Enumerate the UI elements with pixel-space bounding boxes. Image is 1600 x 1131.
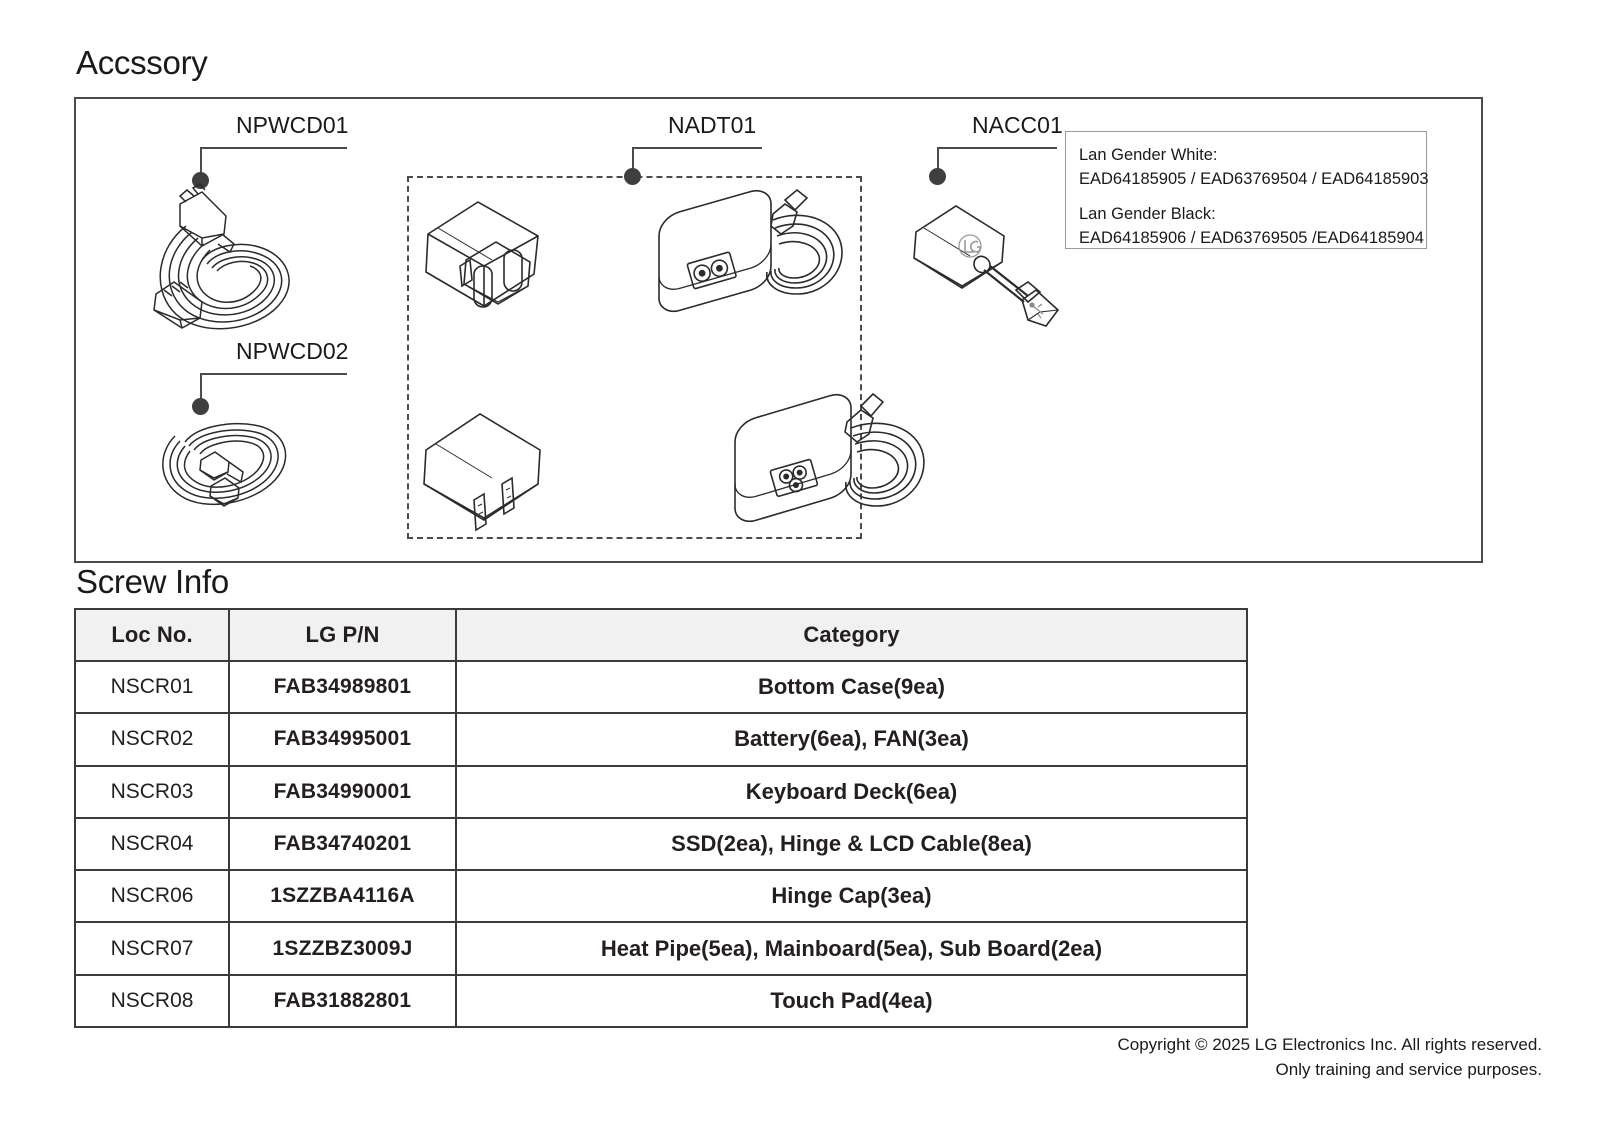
callout-label-nacc01: NACC01 (972, 112, 1063, 138)
callout-underline (200, 373, 347, 375)
table-row (75, 922, 1247, 974)
illustration-eu-plug-adapter (418, 192, 578, 332)
cell-category: Bottom Case(9ea) (456, 661, 1247, 713)
cell-loc-no: NSCR01 (75, 661, 229, 713)
usage-notice-line: Only training and service purposes. (1275, 1060, 1542, 1079)
cell-loc-no: NSCR06 (75, 870, 229, 922)
accessory-section-title: Accssory (76, 44, 208, 81)
lan-gender-white-parts: EAD64185905 / EAD63769504 / EAD64185903 (1079, 170, 1429, 188)
callout-label-nadt01: NADT01 (668, 112, 757, 138)
cell-loc-no: NSCR07 (75, 922, 229, 974)
column-header-lg-pn: LG P/N (229, 609, 456, 661)
cell-lg-pn: FAB34995001 (229, 713, 456, 765)
callout-underline (937, 147, 1057, 149)
screw-info-table (74, 608, 1248, 1028)
cell-lg-pn: FAB31882801 (229, 975, 456, 1027)
lan-gender-note-box (1065, 131, 1427, 249)
screw-info-section-title: Screw Info (76, 563, 229, 600)
cell-category: Hinge Cap(3ea) (456, 870, 1247, 922)
note-spacer (1079, 191, 1414, 202)
illustration-usb-cable-npwcd02 (155, 400, 305, 520)
table-header-row (75, 609, 1247, 661)
cell-category: Keyboard Deck(6ea) (456, 766, 1247, 818)
cell-lg-pn: 1SZZBZ3009J (229, 922, 456, 974)
cell-loc-no: NSCR03 (75, 766, 229, 818)
table-row (75, 766, 1247, 818)
lan-gender-black-parts: EAD64185906 / EAD63769505 /EAD64185904 (1079, 229, 1424, 247)
cell-category: SSD(2ea), Hinge & LCD Cable(8ea) (456, 818, 1247, 870)
table-row (75, 713, 1247, 765)
cell-lg-pn: 1SZZBA4116A (229, 870, 456, 922)
column-header-loc-no: Loc No. (75, 609, 229, 661)
cell-category: Touch Pad(4ea) (456, 975, 1247, 1027)
copyright-line: Copyright © 2025 LG Electronics Inc. All rights reserved. (1117, 1035, 1542, 1054)
illustration-lan-gender-adapter (912, 190, 1062, 335)
lan-gender-white-title: Lan Gender White: (1079, 146, 1218, 164)
cell-loc-no: NSCR02 (75, 713, 229, 765)
callout-underline (632, 147, 762, 149)
illustration-us-plug-adapter (418, 402, 568, 537)
cell-category: Heat Pipe(5ea), Mainboard(5ea), Sub Board(2ea) (456, 922, 1247, 974)
callout-label-npwcd02: NPWCD02 (236, 338, 349, 364)
callout-label-npwcd01: NPWCD01 (236, 112, 349, 138)
callout-dot-icon (929, 168, 946, 185)
cell-lg-pn: FAB34989801 (229, 661, 456, 713)
callout-underline (200, 147, 347, 149)
table-row (75, 975, 1247, 1027)
copyright-footer (1118, 1032, 1543, 1082)
table-row (75, 870, 1247, 922)
table-row (75, 661, 1247, 713)
illustration-adapter-brick-c6 (725, 388, 940, 543)
cell-category: Battery(6ea), FAN(3ea) (456, 713, 1247, 765)
table-row (75, 818, 1247, 870)
cell-lg-pn: FAB34740201 (229, 818, 456, 870)
illustration-power-cord-npwcd01 (150, 186, 310, 341)
lan-gender-black-title: Lan Gender Black: (1079, 205, 1216, 223)
cell-loc-no: NSCR08 (75, 975, 229, 1027)
callout-dot-icon (624, 168, 641, 185)
cell-loc-no: NSCR04 (75, 818, 229, 870)
illustration-adapter-brick-c8 (645, 190, 855, 340)
cell-lg-pn: FAB34990001 (229, 766, 456, 818)
column-header-category: Category (456, 609, 1247, 661)
